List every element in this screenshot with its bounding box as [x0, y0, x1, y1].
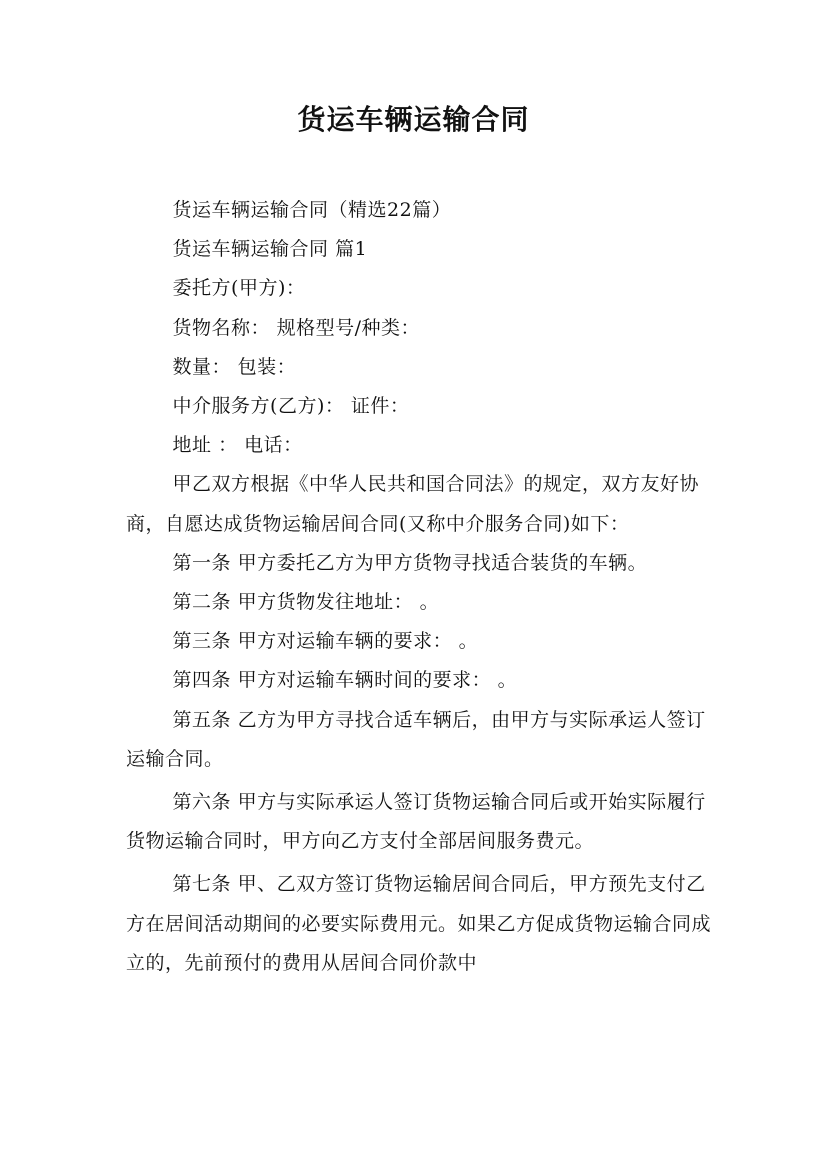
paragraph-article-3: 第三条 甲方对运输车辆的要求： 。: [172, 630, 479, 653]
paragraph-article-4: 第四条 甲方对运输车辆时间的要求： 。: [172, 669, 518, 692]
paragraph-section-heading: 货运车辆运输合同 篇1: [172, 238, 368, 261]
paragraph-article-2: 第二条 甲方货物发往地址： 。: [172, 591, 440, 614]
paragraph-address: 地址 ： 电话：: [172, 434, 303, 457]
paragraph-goods-name: 货物名称： 规格型号/种类：: [172, 316, 420, 339]
paragraph-article-6: 第六条 甲方与实际承运人签订货物运输合同后或开始实际履行货物运输合同时，甲方向乙方支付全部居间服务费元。: [126, 791, 706, 853]
paragraph-party-a: 委托方(甲方)：: [172, 277, 306, 300]
paragraph-article-5: 第五条 乙方为甲方寻找合适车辆后，由甲方与实际承运人签订运输合同。: [126, 708, 706, 770]
paragraph-article-7: 第七条 甲、乙双方签订货物运输居间合同后，甲方预先支付乙方在居间活动期间的必要实际费用元。如果乙方促成货物运输合同成立的，先前预付的费用从居间合同价款中: [126, 873, 712, 974]
paragraph-article-1: 第一条 甲方委托乙方为甲方货物寻找适合装货的车辆。: [172, 551, 648, 574]
document-title: 货运车辆运输合同: [297, 103, 530, 136]
paragraph-preamble: 甲乙双方根据《中华人民共和国合同法》的规定，双方友好协商，自愿达成货物运输居间合同(又称中介服务合同)如下：: [126, 473, 700, 535]
document-body: [126, 191, 711, 983]
paragraph-quantity: 数量： 包装：: [172, 355, 297, 378]
paragraph-subtitle: 货运车辆运输合同（精选22篇）: [172, 199, 452, 221]
paragraph-party-b: 中介服务方(乙方)： 证件：: [172, 395, 410, 418]
